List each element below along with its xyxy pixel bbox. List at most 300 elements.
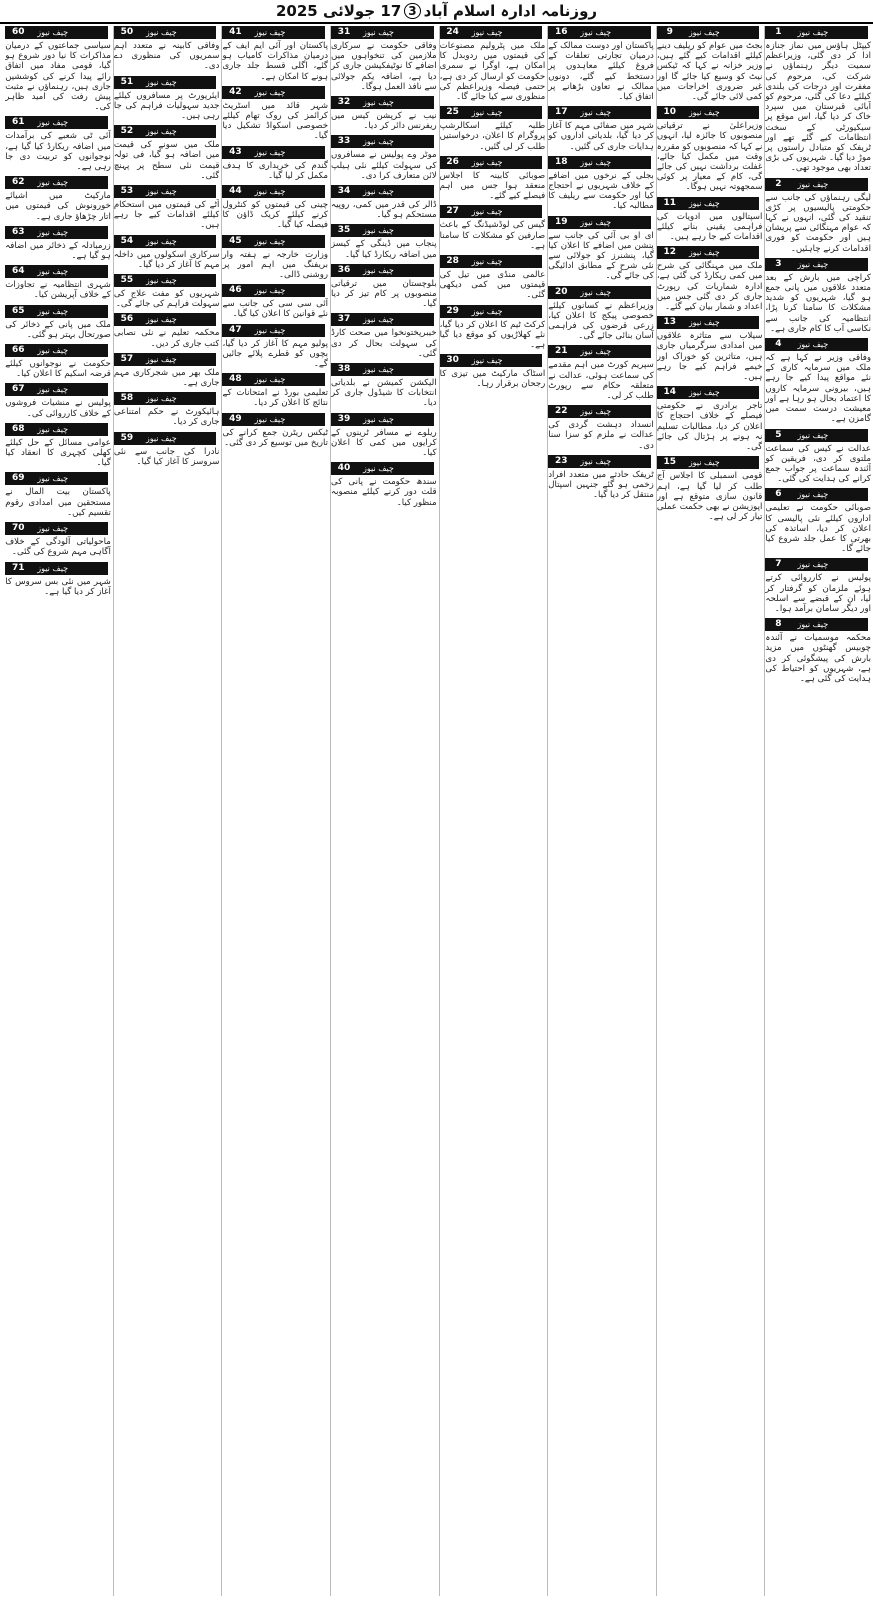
news-label: چیف نیوز xyxy=(140,274,217,287)
news-label: چیف نیوز xyxy=(574,345,651,358)
news-item-body: بجٹ میں عوام کو ریلیف دینے کیلئے اقدامات کیے گئے ہیں، وزیر خزانہ نے کہا کہ ٹیکس نیٹ کو وسیع کیا جائے گا اور غیر ضروری اخراجات میں کمی لائی جائے گی۔ xyxy=(656,41,763,103)
news-item-header xyxy=(222,86,328,99)
news-item-body: پولیس نے منشیات فروشوں کے خلاف کارروائی کی۔ xyxy=(5,398,111,419)
news-item xyxy=(222,373,328,408)
news-label: چیف نیوز xyxy=(574,216,651,229)
news-label: چیف نیوز xyxy=(140,76,217,89)
news-item-header xyxy=(548,405,654,418)
news-item-header xyxy=(440,106,546,119)
news-item xyxy=(331,26,437,92)
news-label: چیف نیوز xyxy=(248,324,325,337)
news-item xyxy=(440,205,546,251)
news-item-number: 8 xyxy=(765,618,791,631)
news-label: چیف نیوز xyxy=(140,235,217,248)
news-item xyxy=(657,316,763,382)
news-item-body: ملک میں مہنگائی کی شرح میں کمی ریکارڈ کی گئی ہے، ادارہ شماریات کی رپورٹ جاری کر دی گئی جس میں اعداد و شمار بیان کیے گئے۔ xyxy=(656,261,763,313)
news-item xyxy=(548,405,654,451)
news-item xyxy=(657,26,763,102)
news-item-number: 11 xyxy=(657,197,683,210)
news-item-number: 29 xyxy=(440,305,466,318)
news-item-body: طلبہ کیلئے اسکالرشپ پروگرام کا اعلان، درخواستیں طلب کر لی گئیں۔ xyxy=(439,121,546,152)
news-item-body: خیبرپختونخوا میں صحت کارڈ کی سہولت بحال کر دی گئی۔ xyxy=(331,328,437,359)
news-item xyxy=(5,344,111,379)
news-item-number: 33 xyxy=(331,135,357,148)
news-item-number: 28 xyxy=(440,255,466,268)
news-item-header xyxy=(765,429,871,442)
news-item-body: ملک میں پانی کے ذخائر کی صورتحال بہتر ہو گئی۔ xyxy=(5,319,111,340)
news-item-number: 58 xyxy=(114,392,140,405)
news-label: چیف نیوز xyxy=(574,156,651,169)
news-label: چیف نیوز xyxy=(791,26,868,39)
news-item-body: محکمہ موسمیات نے آئندہ چوبیس گھنٹوں میں مزید بارش کی پیشگوئی کر دی ہے، شہریوں کو احتیاط کی ہدایت کی گئی ہے۔ xyxy=(765,633,871,684)
news-item-header xyxy=(5,383,111,396)
news-item-body: ڈالر کی قدر میں کمی، روپیہ مستحکم ہو گیا۔ xyxy=(331,200,437,221)
news-item-body: مارکیٹ میں اشیائے خورونوش کی قیمتوں میں اتار چڑھاؤ جاری ہے۔ xyxy=(5,191,111,222)
news-item-number: 59 xyxy=(114,432,140,445)
news-label: چیف نیوز xyxy=(140,185,217,198)
news-item-header xyxy=(440,26,546,39)
news-item-body: چینی کی قیمتوں کو کنٹرول کرنے کیلئے کریک ڈاؤن کا فیصلہ کیا گیا۔ xyxy=(222,200,329,231)
news-column xyxy=(439,26,546,1596)
news-item-body: نادرا کی جانب سے نئی سروسز کا آغاز کیا گیا۔ xyxy=(113,446,220,467)
news-label: چیف نیوز xyxy=(791,338,868,351)
news-item-number: 52 xyxy=(114,125,140,138)
news-item xyxy=(440,156,546,202)
news-column xyxy=(221,26,328,1596)
news-label: چیف نیوز xyxy=(791,178,868,191)
news-item-number: 43 xyxy=(222,146,248,159)
news-item xyxy=(5,26,111,112)
news-label: چیف نیوز xyxy=(791,488,868,501)
news-item-body: نیب نے کرپشن کیس میں ریفرنس دائر کر دیا۔ xyxy=(331,111,437,132)
news-item-body: حکومت نے نوجوانوں کیلئے قرضہ اسکیم کا اعلان کیا۔ xyxy=(5,359,111,380)
news-item-number: 2 xyxy=(765,178,791,191)
news-item xyxy=(548,26,654,102)
news-item-body: اسٹاک مارکیٹ میں تیزی کا رجحان برقرار رہا۔ xyxy=(439,369,546,390)
news-item xyxy=(331,96,437,131)
news-item-header xyxy=(440,255,546,268)
news-item-header xyxy=(331,264,437,277)
news-item-number: 47 xyxy=(222,324,248,337)
news-item xyxy=(114,432,220,467)
news-item-number: 34 xyxy=(331,185,357,198)
news-item-number: 19 xyxy=(548,216,574,229)
news-label: چیف نیوز xyxy=(31,472,108,485)
news-item-header xyxy=(440,156,546,169)
news-item-header xyxy=(222,26,328,39)
news-item xyxy=(222,284,328,319)
news-item xyxy=(114,235,220,270)
news-item-number: 20 xyxy=(548,286,574,299)
news-label: چیف نیوز xyxy=(357,462,434,475)
news-label: چیف نیوز xyxy=(248,146,325,159)
news-item-number: 68 xyxy=(5,423,31,436)
news-item-header xyxy=(331,313,437,326)
news-item xyxy=(331,264,437,310)
news-item-header xyxy=(657,106,763,119)
news-label: چیف نیوز xyxy=(357,96,434,109)
news-item-header xyxy=(114,76,220,89)
news-item xyxy=(5,226,111,261)
news-item-number: 4 xyxy=(765,338,791,351)
news-item xyxy=(114,274,220,309)
news-item xyxy=(5,522,111,557)
news-label: چیف نیوز xyxy=(31,226,108,239)
news-label: چیف نیوز xyxy=(683,386,760,399)
news-item-header xyxy=(548,156,654,169)
news-item-body: پاکستان اور آئی ایم ایف کے درمیان مذاکرات کامیاب ہو گئے، اگلی قسط جلد جاری ہونے کا امکان ہے۔ xyxy=(222,41,329,82)
news-label: چیف نیوز xyxy=(683,456,760,469)
news-item-header xyxy=(222,185,328,198)
news-item xyxy=(222,146,328,181)
news-item-header xyxy=(5,265,111,278)
news-label: چیف نیوز xyxy=(357,264,434,277)
news-item-body: وفاقی حکومت نے سرکاری ملازمین کی تنخواہوں میں اضافے کا نوٹیفکیشن جاری کر دیا ہے، اضافہ یکم جولائی سے نافذ العمل ہوگا۔ xyxy=(331,41,437,92)
news-item xyxy=(5,383,111,418)
page-number: 3 xyxy=(404,3,420,19)
news-item-body: شہریوں کو مفت علاج کی سہولت فراہم کی جائے گی۔ xyxy=(113,289,220,310)
news-item xyxy=(331,413,437,459)
news-item-header xyxy=(548,106,654,119)
news-item-number: 57 xyxy=(114,353,140,366)
news-item-header xyxy=(440,205,546,218)
news-item-body: سپریم کورٹ میں اہم مقدمے کی سماعت ہوئی، عدالت نے متعلقہ حکام سے رپورٹ طلب کر لی۔ xyxy=(548,360,654,402)
news-item-header xyxy=(5,176,111,189)
news-item-header xyxy=(331,26,437,39)
news-item-number: 30 xyxy=(440,354,466,367)
news-item-body: ملک میں پٹرولیم مصنوعات کی قیمتوں میں ردوبدل کا امکان ہے، اوگرا نے سمری حکومت کو ارسال کر دی ہے، حتمی فیصلہ وزیراعظم کی منظوری سے کیا جائے گا۔ xyxy=(439,41,546,103)
news-item-number: 70 xyxy=(5,522,31,535)
news-item-body: ملک بھر میں شجرکاری مہم جاری ہے۔ xyxy=(113,367,220,389)
news-label: چیف نیوز xyxy=(140,432,217,445)
news-item-header xyxy=(222,235,328,248)
news-item-header xyxy=(765,618,871,631)
date-month: جولائی xyxy=(322,2,376,20)
news-item-header xyxy=(765,26,871,39)
date-day: 17 xyxy=(380,2,402,20)
news-item xyxy=(222,324,328,370)
news-item-header xyxy=(765,178,871,191)
news-label: چیف نیوز xyxy=(357,413,434,426)
news-item xyxy=(114,353,220,388)
news-item xyxy=(765,488,871,554)
news-item-number: 65 xyxy=(5,305,31,318)
news-item-number: 10 xyxy=(657,106,683,119)
news-label: چیف نیوز xyxy=(791,258,868,271)
news-item-number: 71 xyxy=(5,562,31,575)
news-item-header xyxy=(548,26,654,39)
news-label: چیف نیوز xyxy=(466,354,543,367)
news-item-number: 42 xyxy=(222,86,248,99)
news-label: چیف نیوز xyxy=(683,246,760,259)
news-item-number: 6 xyxy=(765,488,791,501)
news-label: چیف نیوز xyxy=(574,26,651,39)
news-item-number: 44 xyxy=(222,185,248,198)
news-item-body: صوبائی حکومت نے تعلیمی اداروں کیلئے نئی پالیسی کا اعلان کر دیا، اساتذہ کی بھرتی کا عمل جلد شروع کیا جائے گا۔ xyxy=(765,503,871,555)
news-label: چیف نیوز xyxy=(140,125,217,138)
news-item-header xyxy=(5,344,111,357)
news-item-body: الیکشن کمیشن نے بلدیاتی انتخابات کا شیڈول جاری کر دیا۔ xyxy=(331,378,437,409)
news-item-number: 48 xyxy=(222,373,248,386)
news-item-body: آئی ٹی شعبے کی برآمدات میں اضافہ ریکارڈ کیا گیا ہے، نوجوانوں کو تربیت دی جا رہی ہے۔ xyxy=(5,131,111,173)
news-item xyxy=(114,125,220,181)
news-label: چیف نیوز xyxy=(357,363,434,376)
news-label: چیف نیوز xyxy=(31,116,108,129)
news-item-header xyxy=(765,258,871,271)
news-label: چیف نیوز xyxy=(791,429,868,442)
news-item xyxy=(222,413,328,448)
news-item-number: 37 xyxy=(331,313,357,326)
news-item-body: ماحولیاتی آلودگی کے خلاف آگاہی مہم شروع کی گئی۔ xyxy=(5,537,111,558)
news-item xyxy=(548,455,654,501)
news-item-number: 60 xyxy=(5,26,31,39)
news-item-number: 62 xyxy=(5,176,31,189)
news-item xyxy=(222,86,328,142)
news-item-header xyxy=(548,286,654,299)
news-item-number: 49 xyxy=(222,413,248,426)
news-item-number: 36 xyxy=(331,264,357,277)
news-item xyxy=(765,258,871,334)
news-label: چیف نیوز xyxy=(31,423,108,436)
news-item xyxy=(548,216,654,282)
news-item-number: 39 xyxy=(331,413,357,426)
news-item-body: وفاقی وزیر نے کہا ہے کہ ملک میں سرمایہ کاری کے نئے مواقع پیدا کیے جا رہے ہیں، بیرونی سرمایہ کاروں کا اعتماد بحال ہو رہا ہے اور معیشت درست سمت میں گامزن ہے۔ xyxy=(765,353,871,425)
news-column xyxy=(330,26,437,1596)
news-item-header xyxy=(548,455,654,468)
news-item-body: شہری انتظامیہ نے تجاوزات کے خلاف آپریشن کیا۔ xyxy=(5,280,111,301)
news-item-number: 61 xyxy=(5,116,31,129)
news-item-header xyxy=(5,562,111,575)
news-item-number: 67 xyxy=(5,383,31,396)
news-item-header xyxy=(222,284,328,297)
news-item-body: پاکستان اور دوست ممالک کے درمیان تجارتی تعلقات کے فروغ کیلئے معاہدوں پر دستخط کیے گئے، دونوں ممالک نے تعاون بڑھانے پر اتفاق کیا۔ xyxy=(548,41,654,103)
news-item-body: ایئرپورٹ پر مسافروں کیلئے جدید سہولیات فراہم کی جا رہی ہیں۔ xyxy=(113,90,220,122)
news-item-body: پنجاب میں ڈینگی کے کیسز میں اضافہ ریکارڈ کیا گیا۔ xyxy=(331,239,437,260)
news-item-body: گیس کی لوڈشیڈنگ کے باعث صارفین کو مشکلات کا سامنا ہے۔ xyxy=(439,220,546,251)
news-column xyxy=(547,26,654,1596)
news-item-header xyxy=(114,392,220,405)
news-item xyxy=(5,472,111,518)
news-label: چیف نیوز xyxy=(248,86,325,99)
news-item-header xyxy=(5,305,111,318)
news-item-body: شہر میں صفائی مہم کا آغاز کر دیا گیا، بلدیاتی اداروں کو ہدایات جاری کی گئیں۔ xyxy=(548,121,654,152)
news-item-body: کراچی میں بارش کے بعد متعدد علاقوں میں پانی جمع ہو گیا، شہریوں کو شدید مشکلات کا سامنا کرنا پڑا، انتظامیہ کی جانب سے نکاسی آب کا کام جاری ہے۔ xyxy=(765,272,871,334)
news-item-number: 69 xyxy=(5,472,31,485)
paper-name: روزنامہ ادارہ xyxy=(500,2,598,20)
news-item xyxy=(440,26,546,102)
news-item-number: 18 xyxy=(548,156,574,169)
news-item-body: کرکٹ ٹیم کا اعلان کر دیا گیا، نئے کھلاڑیوں کو موقع دیا گیا ہے۔ xyxy=(439,319,546,351)
news-item-number: 3 xyxy=(765,258,791,271)
news-item-body: ای او بی آئی کی جانب سے پنشن میں اضافے کا اعلان کیا گیا، پنشنرز کو جولائی سے نئی شرح کے مطابق ادائیگی کی جائے گی۔ xyxy=(548,230,654,282)
news-item-number: 26 xyxy=(440,156,466,169)
news-item xyxy=(114,392,220,427)
news-item-header xyxy=(657,197,763,210)
news-item-body: عوامی مسائل کے حل کیلئے کھلی کچہری کا انعقاد کیا گیا۔ xyxy=(5,437,111,469)
news-item-number: 17 xyxy=(548,106,574,119)
news-column xyxy=(113,26,220,1596)
news-item-number: 5 xyxy=(765,429,791,442)
news-item xyxy=(5,305,111,340)
news-item xyxy=(765,558,871,614)
news-item-header xyxy=(657,456,763,469)
news-item-body: سیلاب سے متاثرہ علاقوں میں امدادی سرگرمیاں جاری ہیں، متاثرین کو خوراک اور خیمے فراہم کیے جا رہے ہیں۔ xyxy=(656,331,763,383)
news-item xyxy=(440,305,546,351)
news-item-number: 12 xyxy=(657,246,683,259)
news-item-number: 50 xyxy=(114,26,140,39)
news-item xyxy=(5,423,111,469)
news-item-body: ملک میں سونے کی قیمت میں اضافہ ہو گیا، فی تولہ قیمت نئی سطح پر پہنچ گئی۔ xyxy=(113,140,220,181)
news-label: چیف نیوز xyxy=(791,558,868,571)
news-item-number: 54 xyxy=(114,235,140,248)
news-column xyxy=(656,26,763,1596)
news-item-header xyxy=(5,116,111,129)
news-item-number: 16 xyxy=(548,26,574,39)
news-item-body: موٹر وے پولیس نے مسافروں کی سہولت کیلئے نئی ہیلپ لائن متعارف کرا دی۔ xyxy=(331,150,437,181)
news-item-body: ہائیکورٹ نے حکم امتناعی جاری کر دیا۔ xyxy=(113,407,220,428)
news-item-header xyxy=(114,432,220,445)
news-item-body: اسپتالوں میں ادویات کی فراہمی یقینی بنانے کیلئے اقدامات کیے جا رہے ہیں۔ xyxy=(656,211,763,243)
news-label: چیف نیوز xyxy=(466,305,543,318)
news-item-body: کیپٹل ہاؤس میں نماز جنازہ ادا کر دی گئی، وزیراعظم سمیت دیگر رہنماؤں نے شرکت کی، مرحوم کی مغفرت اور درجات کی بلندی کیلئے دعا کی گئی، مرحوم کو آبائی قبرستان میں سپرد خاک کر دیا گیا، اس موقع پر سیکیورٹی کے سخت انتظامات کیے گئے تھے اور ٹریفک کو متبادل راستوں پر موڑ دیا گیا۔ شہریوں کی بڑی تعداد بھی موجود تھی۔ xyxy=(765,41,871,174)
news-item-header xyxy=(331,224,437,237)
news-label: چیف نیوز xyxy=(248,284,325,297)
news-item-number: 24 xyxy=(440,26,466,39)
news-item-body: محکمہ تعلیم نے نئی نصابی کتب جاری کر دیں۔ xyxy=(113,328,220,349)
news-label: چیف نیوز xyxy=(466,156,543,169)
news-item-body: تاجر برادری نے حکومتی فیصلے کے خلاف احتجاج کا اعلان کر دیا، مطالبات تسلیم نہ ہونے پر ہڑتال کی جائے گی۔ xyxy=(656,401,763,453)
news-item-body: سیاسی جماعتوں کے درمیان مذاکرات کا نیا دور شروع ہو گیا، قومی مفاد میں اتفاق رائے پیدا کرنے کی کوششیں جاری ہیں، رہنماؤں نے مثبت پیش رفت کی امید ظاہر کی۔ xyxy=(5,41,111,113)
news-label: چیف نیوز xyxy=(357,185,434,198)
news-label: چیف نیوز xyxy=(31,562,108,575)
news-label: چیف نیوز xyxy=(574,455,651,468)
news-label: چیف نیوز xyxy=(466,255,543,268)
masthead xyxy=(0,0,873,24)
news-item xyxy=(5,265,111,300)
news-item-number: 32 xyxy=(331,96,357,109)
news-item xyxy=(114,185,220,231)
news-item-header xyxy=(548,216,654,229)
news-item xyxy=(765,618,871,684)
news-item xyxy=(548,156,654,212)
news-item xyxy=(114,76,220,122)
news-label: چیف نیوز xyxy=(683,26,760,39)
city-name: اسلام آباد xyxy=(423,2,496,20)
news-label: چیف نیوز xyxy=(574,286,651,299)
news-label: چیف نیوز xyxy=(574,106,651,119)
news-item-body: ریلوے نے مسافر ٹرینوں کے کرایوں میں کمی کا اعلان کیا۔ xyxy=(331,427,437,459)
news-item-header xyxy=(331,462,437,475)
news-item-header xyxy=(5,423,111,436)
news-item-number: 13 xyxy=(657,316,683,329)
news-item xyxy=(222,26,328,82)
news-item-body: وزیراعلیٰ نے ترقیاتی منصوبوں کا جائزہ لیا، انہوں نے کہا کہ منصوبوں کو مقررہ وقت میں مکمل کیا جائے، غفلت برداشت نہیں کی جائے گی، کام کے معیار پر کوئی سمجھوتہ نہیں ہوگا۔ xyxy=(656,121,763,193)
news-item xyxy=(765,429,871,485)
news-item-number: 56 xyxy=(114,313,140,326)
news-item-number: 14 xyxy=(657,386,683,399)
news-item xyxy=(5,116,111,172)
news-item-number: 55 xyxy=(114,274,140,287)
news-label: چیف نیوز xyxy=(31,265,108,278)
news-item-header xyxy=(657,316,763,329)
news-label: چیف نیوز xyxy=(357,313,434,326)
news-item-header xyxy=(222,373,328,386)
news-item-number: 38 xyxy=(331,363,357,376)
news-label: چیف نیوز xyxy=(683,316,760,329)
news-item-header xyxy=(657,26,763,39)
news-label: چیف نیوز xyxy=(140,353,217,366)
news-item-number: 41 xyxy=(222,26,248,39)
date-year: 2025 xyxy=(275,2,318,20)
news-item-header xyxy=(114,125,220,138)
news-item-body: قومی اسمبلی کا اجلاس آج طلب کر لیا گیا ہے، اہم قانون سازی متوقع ہے اور اپوزیشن نے بھی حکمت عملی تیار کر لی ہے۔ xyxy=(656,471,763,523)
news-item-body: آٹے کی قیمتوں میں استحکام کیلئے اقدامات کیے جا رہے ہیں۔ xyxy=(113,200,220,231)
news-item xyxy=(657,197,763,243)
news-item-header xyxy=(114,353,220,366)
news-item xyxy=(657,456,763,522)
news-label: چیف نیوز xyxy=(466,26,543,39)
news-item-number: 1 xyxy=(765,26,791,39)
news-item-body: گندم کی خریداری کا ہدف مکمل کر لیا گیا۔ xyxy=(222,160,329,181)
news-item-number: 53 xyxy=(114,185,140,198)
news-item-header xyxy=(114,313,220,326)
news-label: چیف نیوز xyxy=(31,26,108,39)
news-item-header xyxy=(331,413,437,426)
news-item-header xyxy=(114,235,220,248)
news-item xyxy=(331,462,437,508)
news-item-header xyxy=(5,226,111,239)
news-item-header xyxy=(5,26,111,39)
news-item xyxy=(657,386,763,452)
news-item xyxy=(5,562,111,597)
news-label: چیف نیوز xyxy=(683,197,760,210)
news-item-body: وزیراعظم نے کسانوں کیلئے خصوصی پیکج کا اعلان کیا، زرعی قرضوں کی فراہمی آسان بنائی جائے گی۔ xyxy=(548,300,654,342)
news-item-number: 15 xyxy=(657,456,683,469)
news-item-number: 23 xyxy=(548,455,574,468)
news-label: چیف نیوز xyxy=(31,522,108,535)
news-label: چیف نیوز xyxy=(31,344,108,357)
news-label: چیف نیوز xyxy=(248,235,325,248)
news-item-body: پاکستان بیت المال نے مستحقین میں امدادی رقوم تقسیم کیں۔ xyxy=(5,487,111,518)
news-item-body: تعلیمی بورڈ نے امتحانات کے نتائج کا اعلان کر دیا۔ xyxy=(222,388,329,409)
news-item xyxy=(657,246,763,312)
news-item xyxy=(222,235,328,281)
news-item-body: شہر قائد میں اسٹریٹ کرائمز کی روک تھام کیلئے خصوصی اسکواڈ تشکیل دیا گیا۔ xyxy=(222,100,329,142)
news-item xyxy=(765,26,871,174)
news-item-header xyxy=(5,522,111,535)
news-item-number: 31 xyxy=(331,26,357,39)
news-item-header xyxy=(114,185,220,198)
news-item xyxy=(440,255,546,301)
news-label: چیف نیوز xyxy=(466,205,543,218)
news-item-body: عالمی منڈی میں تیل کی قیمتوں میں کمی دیکھی گئی۔ xyxy=(439,270,546,301)
news-item xyxy=(440,106,546,152)
news-item xyxy=(548,345,654,401)
news-item-body: پولیس نے کارروائی کرتے ہوئے ملزمان کو گرفتار کر لیا، ان کے قبضے سے اسلحہ اور دیگر سامان برآمد ہوا۔ xyxy=(765,573,871,614)
news-label: چیف نیوز xyxy=(248,373,325,386)
news-item-body: سرکاری اسکولوں میں داخلہ مہم کا آغاز کر دیا گیا۔ xyxy=(113,249,220,270)
news-item-header xyxy=(222,146,328,159)
news-label: چیف نیوز xyxy=(357,224,434,237)
news-item-header xyxy=(222,324,328,337)
news-item xyxy=(114,313,220,348)
news-item xyxy=(440,354,546,389)
news-item-header xyxy=(765,488,871,501)
news-item-number: 35 xyxy=(331,224,357,237)
news-label: چیف نیوز xyxy=(683,106,760,119)
news-label: چیف نیوز xyxy=(140,392,217,405)
news-item xyxy=(548,286,654,342)
